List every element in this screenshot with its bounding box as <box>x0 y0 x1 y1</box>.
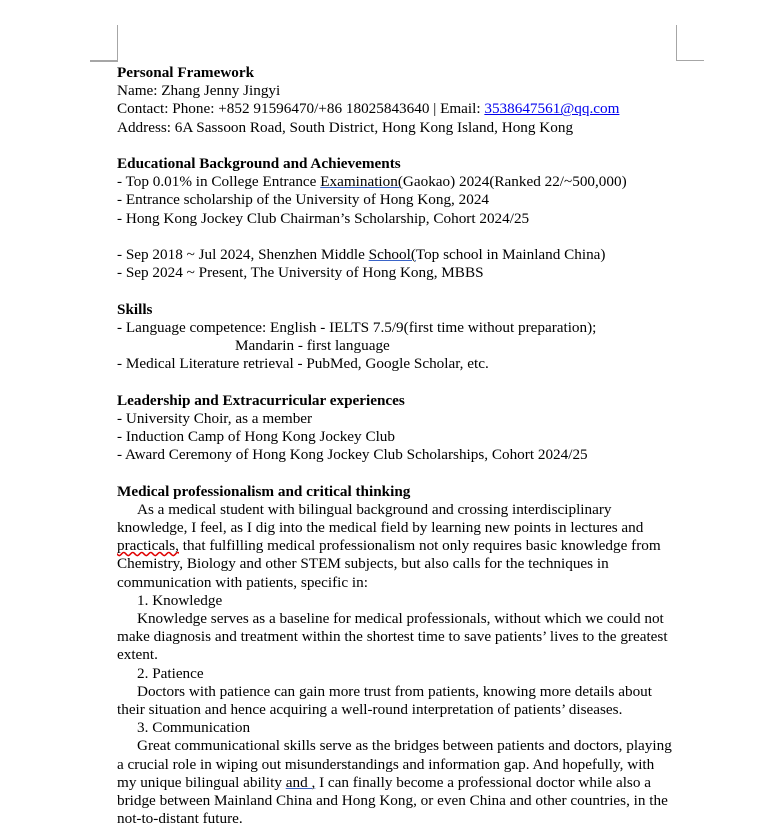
medical-intro-paragraph <box>117 501 673 592</box>
personal-address-line: Address: 6A Sassoon Road, South District, Hong Kong Island, Hong Kong <box>117 118 574 136</box>
personal-contact-line <box>117 100 673 118</box>
education-bullet-hku-mbbs: - Sep 2024 ~ Present, The University of Hong Kong, MBBS <box>117 264 484 282</box>
margin-mark-vertical-rule <box>117 25 118 61</box>
gaokao-suffix-text: Gaokao) 2024(Ranked 22/~500,000) <box>402 173 627 191</box>
paragraph-spacer <box>117 282 673 300</box>
education-bullet-shenzhen-middle-school <box>117 246 673 264</box>
document-page <box>117 64 673 828</box>
intro-text-after-marker: that fulfilling medical professionalism not only requires basic knowledge from Chemistry, Biology and other STEM subjects, but also calls for the techniques in communication with patients, specific in: <box>117 537 661 591</box>
margin-mark-horizontal-rule <box>90 60 118 61</box>
grammar-marked-examination[interactable]: Examination( <box>320 173 403 191</box>
leadership-bullet-induction-camp: - Induction Camp of Hong Kong Jockey Club <box>117 428 395 445</box>
list-item-communication-title: 3. Communication <box>137 719 251 737</box>
margin-mark-vertical-rule <box>676 25 677 61</box>
page-margin-mark-top-right <box>676 25 704 61</box>
list-item-knowledge-title: 1. Knowledge <box>137 591 223 609</box>
section-heading-educational-background: Educational Background and Achievements <box>117 155 401 172</box>
education-bullet-jockey-club-scholarship: - Hong Kong Jockey Club Chairman’s Scholarship, Cohort 2024/25 <box>117 209 530 227</box>
contact-prefix-text: Contact: Phone: +852 91596470/+86 18025843640 | Email: <box>117 100 485 118</box>
list-item-communication-body <box>117 737 673 828</box>
paragraph-spacer <box>117 137 673 155</box>
leadership-bullet-choir: - University Choir, as a member <box>117 409 313 427</box>
list-item-knowledge-body: Knowledge serves as a baseline for medical professionals, without which we could not make diagnosis and treatment within the shortest time to save patients’ lives to the greatest extent. <box>117 610 668 664</box>
skills-language-english: - Language competence: English - IELTS 7.5/9(first time without preparation); <box>117 318 597 336</box>
communication-text-before-marker: Great communicational skills serve as the bridges between patients and doctors, playing a crucial role in wiping out misunderstandings and information gap. And hopefully, with my unique bilingual ability <box>117 737 672 791</box>
paragraph-spacer <box>117 373 673 391</box>
paragraph-spacer <box>117 464 673 482</box>
email-link[interactable]: 3538647561@qq.com <box>484 100 620 118</box>
list-item-patience-title: 2. Patience <box>137 664 204 682</box>
shenzhen-prefix-text: - Sep 2018 ~ Jul 2024, Shenzhen Middle <box>117 246 369 263</box>
education-bullet-gaokao <box>117 173 673 191</box>
gaokao-prefix-text: - Top 0.01% in College Entrance <box>117 173 321 191</box>
grammar-marked-and-comma[interactable]: and , <box>285 773 316 791</box>
skills-language-mandarin: Mandarin - first language <box>235 337 390 354</box>
leadership-bullet-award-ceremony: - Award Ceremony of Hong Kong Jockey Club Scholarships, Cohort 2024/25 <box>117 446 588 464</box>
education-bullet-entrance-scholarship: - Entrance scholarship of the University of Hong Kong, 2024 <box>117 191 490 209</box>
list-item-patience-body: Doctors with patience can gain more trust from patients, knowing more details about their situation and hence acquiring a well-round interpretation of patients’ diseases. <box>117 682 652 719</box>
section-heading-medical-professionalism: Medical professionalism and critical thinking <box>117 482 411 500</box>
section-heading-skills: Skills <box>117 300 153 318</box>
grammar-marked-school[interactable]: School( <box>368 246 416 263</box>
page-margin-mark-top-left <box>90 25 118 62</box>
section-heading-leadership: Leadership and Extracurricular experiences <box>117 391 405 409</box>
paragraph-spacer <box>117 228 673 246</box>
communication-text-after-marker: I can finally become a professional doctor while also a bridge between Mainland China and Hong Kong, or even China and other countries, in the not-to-distant future. <box>117 773 668 828</box>
personal-name-line: Name: Zhang Jenny Jingyi <box>117 82 281 100</box>
skills-literature-retrieval: - Medical Literature retrieval - PubMed, Google Scholar, etc. <box>117 355 489 373</box>
spelling-marked-practicals[interactable]: practicals, <box>117 537 179 555</box>
shenzhen-suffix-text: Top school in Mainland China) <box>415 246 606 263</box>
intro-text-before-marker: As a medical student with bilingual background and crossing interdisciplinary knowledge, I feel, as I dig into the medical field by learning new points in lectures and <box>117 500 644 536</box>
section-heading-personal-framework: Personal Framework <box>117 64 255 81</box>
margin-mark-horizontal-rule <box>676 60 704 61</box>
